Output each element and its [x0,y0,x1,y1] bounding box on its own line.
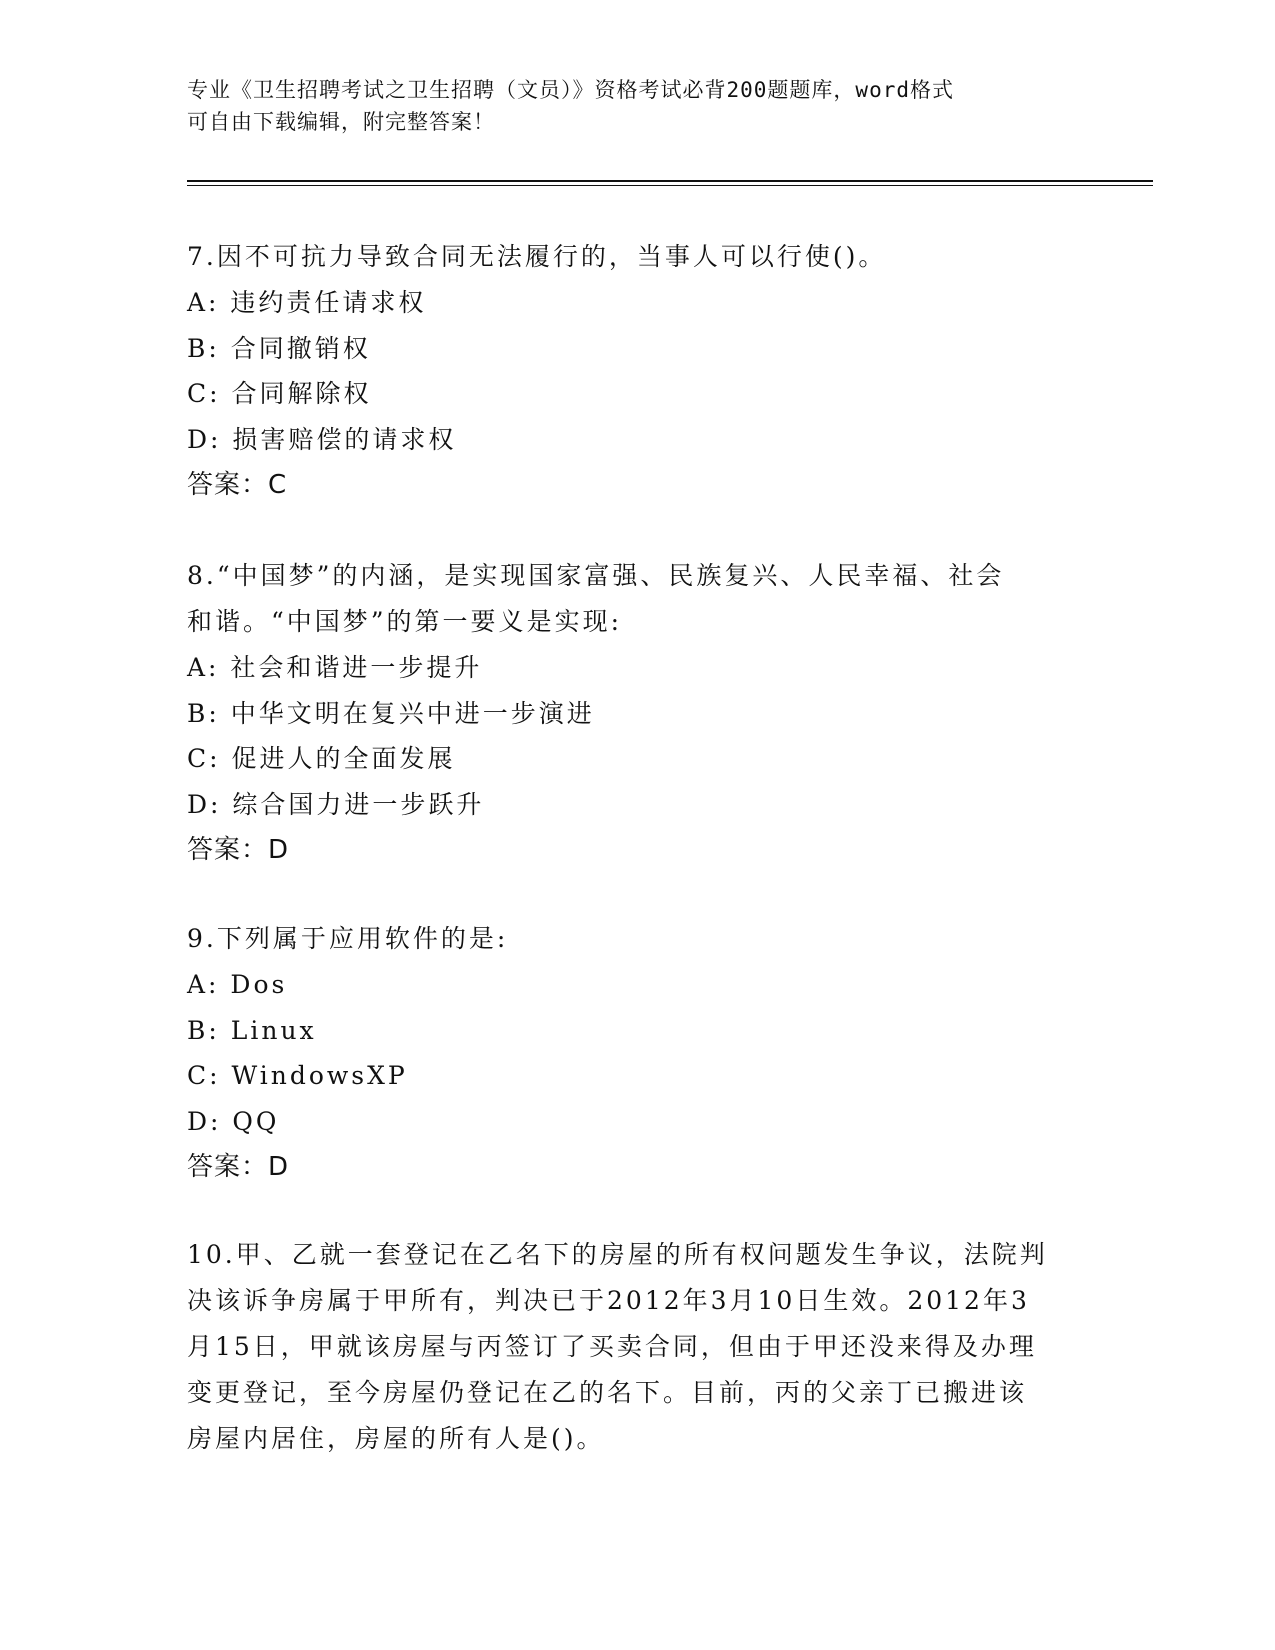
header-divider [187,180,1153,182]
document-header [187,74,1067,138]
answer-line: 答案：C [187,470,288,500]
option-b: B: Linux [187,1015,317,1045]
question-10 [187,1232,1087,1462]
header-divider-thin [187,185,1153,186]
question-stem: 房屋内居住，房屋的所有人是()。 [187,1424,605,1453]
header-line: 可自由下载编辑，附完整答案！ [187,110,495,134]
option-d: D: 综合国力进一步跃升 [187,789,485,819]
question-stem: 9.下列属于应用软件的是: [187,924,509,953]
option-c: C: 促进人的全面发展 [187,744,456,773]
option-d: D: 损害赔偿的请求权 [187,424,457,454]
question-stem: 8.“中国梦”的内涵，是实现国家富强、民族复兴、人民幸福、社会 [187,561,1005,590]
option-c: C: WindowsXP [187,1061,408,1090]
question-stem: 和谐。“中国梦”的第一要义是实现: [187,607,622,636]
question-stem: 7.因不可抗力导致合同无法履行的，当事人可以行使()。 [187,242,887,271]
answer-line: 答案：D [187,835,290,865]
question-stem: 决该诉争房属于甲所有，判决已于2012年3月10日生效。2012年3 [187,1286,1030,1315]
option-a: A: Dos [187,970,288,999]
header-line: 专业《卫生招聘考试之卫生招聘（文员）》资格考试必背200题题库，word格式 [187,78,954,102]
question-stem: 月15日，甲就该房屋与丙签订了买卖合同，但由于甲还没来得及办理 [187,1332,1037,1361]
question-stem: 10.甲、乙就一套登记在乙名下的房屋的所有权问题发生争议，法院判 [187,1240,1048,1269]
answer-line: 答案：D [187,1152,290,1182]
question-7 [187,234,1087,508]
option-a: A: 违约责任请求权 [187,288,427,317]
option-b: B: 中华文明在复兴中进一步演进 [187,698,595,728]
question-9 [187,916,1087,1190]
question-stem: 变更登记，至今房屋仍登记在乙的名下。目前，丙的父亲丁已搬进该 [187,1378,1028,1407]
option-b: B: 合同撤销权 [187,333,371,363]
option-a: A: 社会和谐进一步提升 [187,653,483,682]
option-c: C: 合同解除权 [187,379,372,408]
option-d: D: QQ [187,1106,280,1136]
question-8 [187,553,1087,873]
